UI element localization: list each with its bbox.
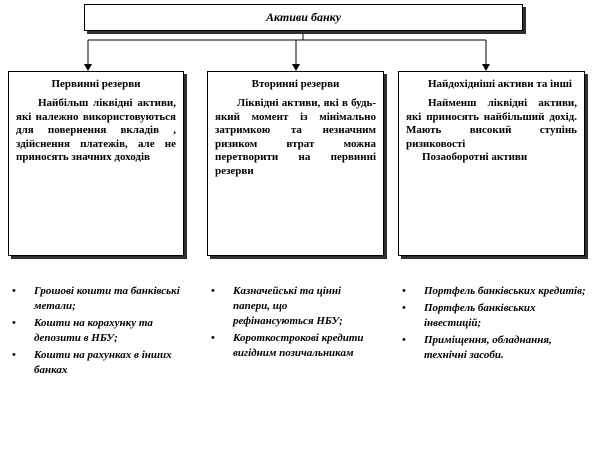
bullet-icon: • [402,302,406,314]
bullet-icon: • [12,349,16,361]
list-item: • Приміщення, обладнання, технічні засоби. [402,334,552,361]
bullet-icon: • [402,334,406,346]
secondary-reserves-description: Ліквідні активи, які в будь-який момент із мінімально затримкою та незначним ризиком втрат можна перетворити на первинні резерви [215,97,376,177]
bullet-icon: • [211,285,215,297]
list-item: • Короткострокові кредити вигідним позичальникам [211,332,364,359]
list-item: • Кошти на рахунках в інших банках [12,349,172,376]
primary-reserves-description: Найбільш ліквідні активи, які належно використовуються для повернення вкладів , здійснення платежів, але не приносять значних доходів [16,97,176,163]
arrow-head-secondary [292,64,300,71]
income-assets-title: Найдохідніші активи та інші [428,78,572,90]
bullet-icon: • [12,317,16,329]
primary-reserves-list [8,284,184,380]
list-item: • Грошові кошти та банківські метали; [12,285,180,312]
income-assets-box [398,71,585,256]
primary-reserves-title: Первинні резерви [51,78,141,90]
arrow-head-income [482,64,490,71]
list-item: • Портфель банківських кредитів; [402,285,586,297]
income-assets-list [398,284,588,365]
list-item: • Портфель банківських інвестицій; [402,302,536,329]
noncurrent-assets-label: Позаоборотні активи [422,151,528,163]
secondary-reserves-list [207,284,367,363]
assets-title-box [84,4,523,31]
list-item: • Кошти на корахунку та депозити в НБУ; [12,317,153,344]
secondary-reserves-box [207,71,384,256]
assets-title: Активи банку [265,10,342,24]
bullet-icon: • [12,285,16,297]
bullet-icon: • [211,332,215,344]
primary-reserves-box [8,71,184,256]
arrow-head-primary [84,64,92,71]
income-assets-description: Найменш ліквідні активи, які приносять найбільший дохід. Мають високий ступінь ризиковості [406,97,577,150]
secondary-reserves-title: Вторинні резерви [251,78,340,90]
bullet-icon: • [402,285,406,297]
list-item: • Казначейські та цінні папери, що рефінансуються НБУ; [211,285,343,327]
